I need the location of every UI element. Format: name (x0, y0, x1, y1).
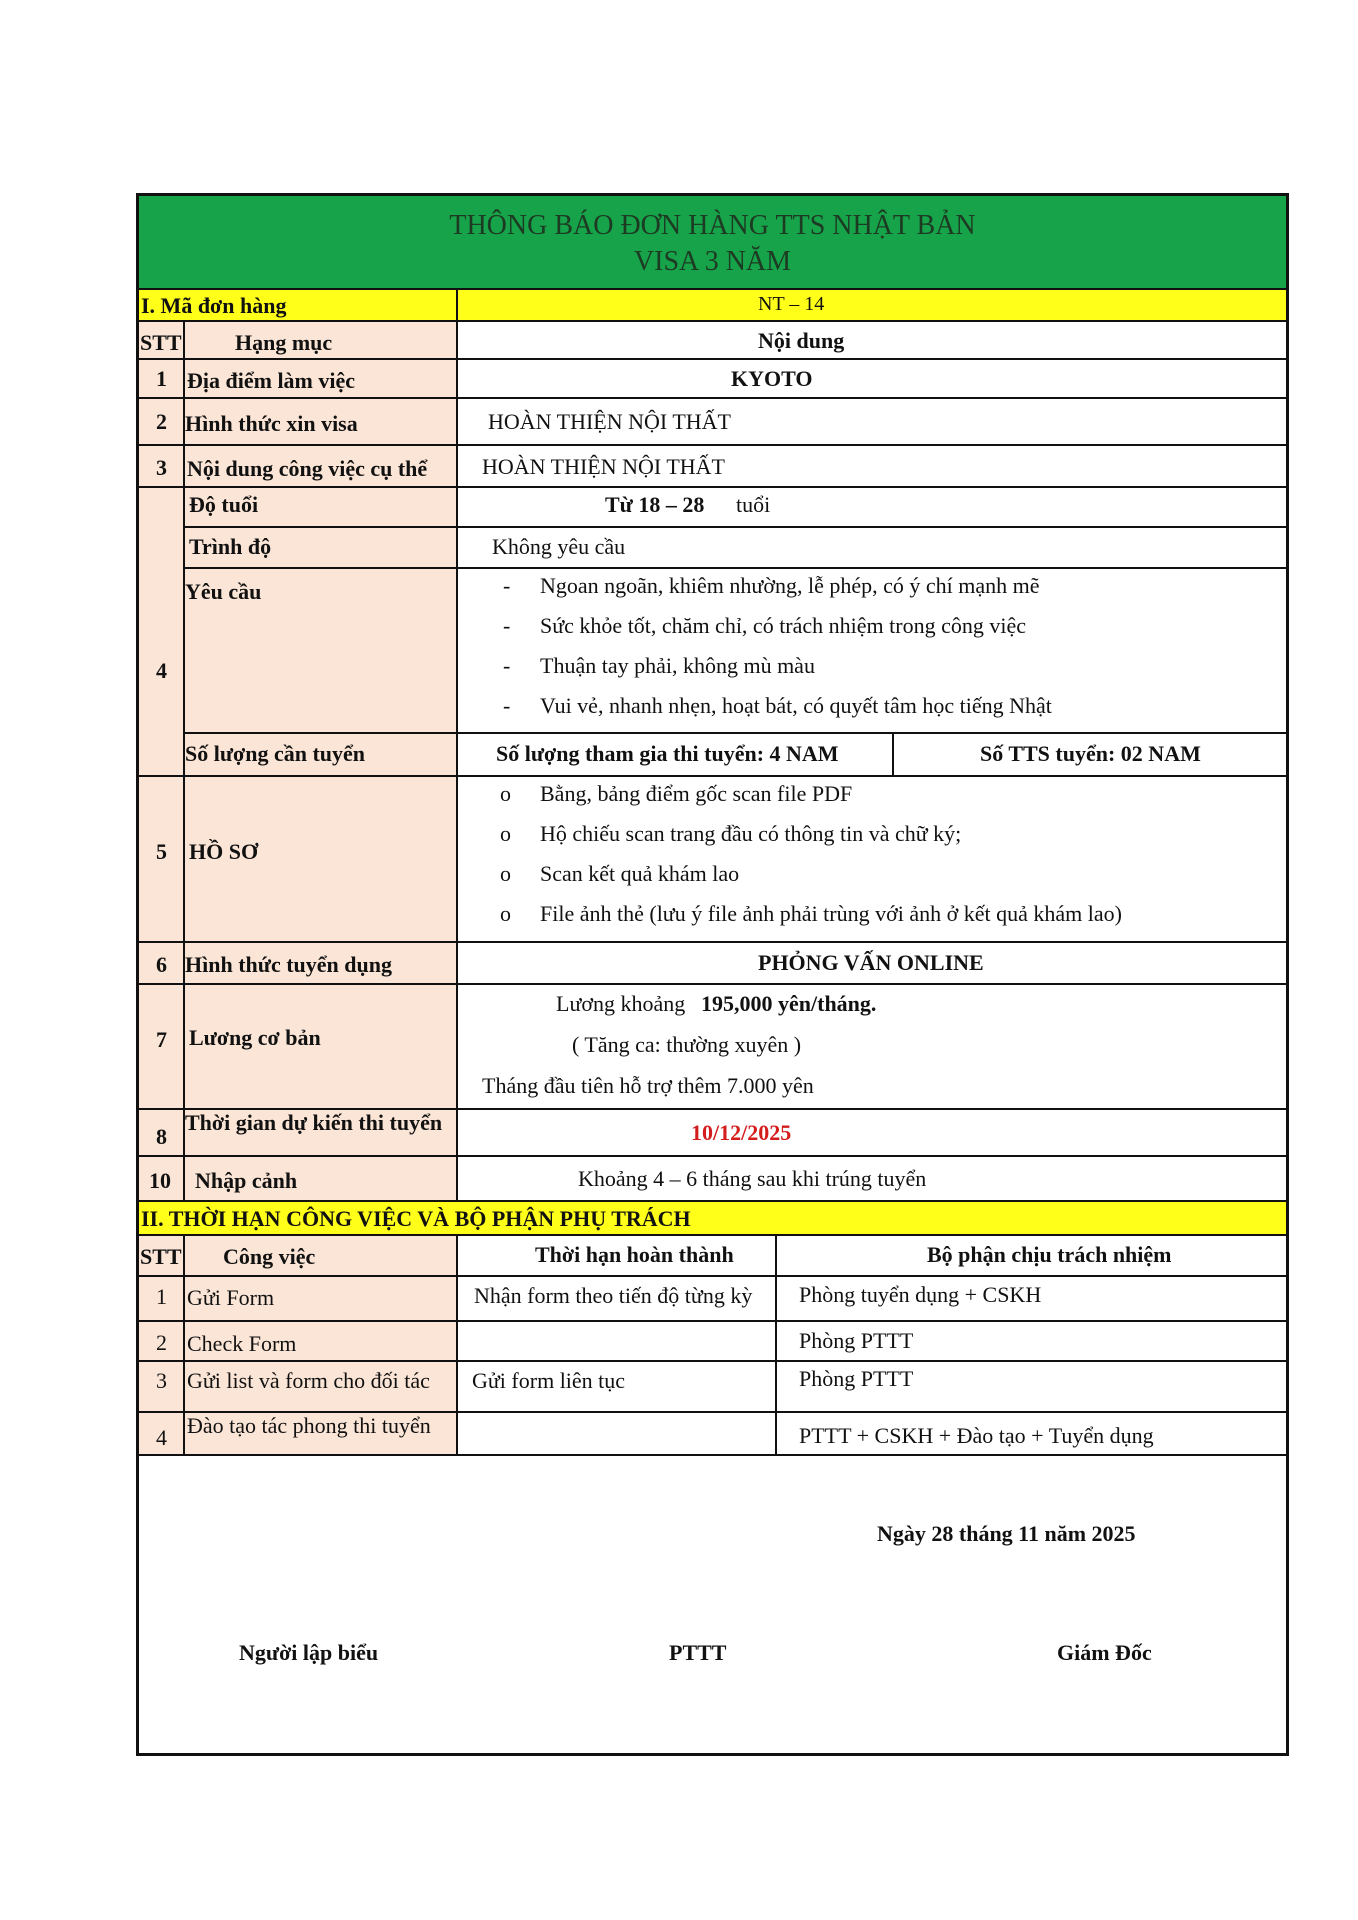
list-bullet: o (500, 781, 511, 806)
row7-item: Lương cơ bản (185, 985, 458, 1110)
list-bullet: - (503, 693, 511, 718)
list-item: Bằng, bảng điểm gốc scan file PDF (540, 781, 853, 806)
deadline-cell (458, 1413, 777, 1456)
signature-preparer: Người lập biểu (239, 1640, 379, 1665)
row5-item: HỒ SƠ (185, 777, 458, 943)
signature-director: Giám Đốc (1057, 1640, 1152, 1665)
age-unit: tuổi (736, 492, 771, 517)
list-bullet: o (500, 901, 511, 926)
list-bullet: o (500, 861, 511, 886)
documents-list (458, 777, 1286, 943)
row1-value: KYOTO (458, 360, 1286, 399)
age-value-cell (458, 488, 1286, 528)
task-cell: Đào tạo tác phong thi tuyển (185, 1413, 458, 1456)
row4-stt: 4 (139, 488, 185, 777)
row2-item: Hình thức xin visa (185, 399, 458, 446)
row6-item: Hình thức tuyển dụng (185, 943, 458, 985)
row10-stt: 10 (139, 1157, 185, 1202)
issue-date: Ngày 28 tháng 11 năm 2025 (877, 1521, 1136, 1546)
form-subtitle: VISA 3 NĂM (633, 246, 792, 277)
dept-cell: Phòng PTTT (777, 1322, 1286, 1362)
deadline-cell: Nhận form theo tiến độ từng kỳ (458, 1277, 777, 1322)
overtime-note: ( Tăng ca: thường xuyên ) (572, 1032, 802, 1057)
list-bullet: - (503, 573, 511, 598)
signature-pttt: PTTT (669, 1640, 727, 1665)
age-label-cell: Độ tuổi (185, 488, 458, 528)
row2-value: HOÀN THIỆN NỘI THẤT (458, 399, 1286, 446)
list-item: File ảnh thẻ (lưu ý file ảnh phải trùng với ảnh ở kết quả khám lao) (540, 901, 1122, 926)
age-range: Từ 18 – 28 (605, 492, 705, 517)
list-bullet: o (500, 821, 511, 846)
salary-value: 195,000 yên/tháng. (701, 991, 877, 1016)
row5-stt: 5 (139, 777, 185, 943)
quantity-exam-cell: Số lượng tham gia thi tuyển: 4 NAM (458, 734, 894, 777)
dept-cell: Phòng PTTT (777, 1362, 1286, 1413)
list-item: Thuận tay phải, không mù màu (540, 653, 815, 678)
order-notice-form (136, 193, 1289, 1756)
task-cell: Check Form (185, 1322, 458, 1362)
first-month-support: Tháng đầu tiên hỗ trợ thêm 7.000 yên (482, 1073, 814, 1098)
requirements-label-cell: Yêu cầu (185, 569, 458, 734)
section2-title-cell (139, 1202, 1286, 1236)
list-item: Vui vẻ, nhanh nhẹn, hoạt bát, có quyết tâm học tiếng Nhật (540, 693, 1052, 718)
level-value-cell: Không yêu cầu (458, 528, 1286, 569)
row8-stt: 8 (139, 1110, 185, 1157)
list-item: Sức khỏe tốt, chăm chỉ, có trách nhiệm trong công việc (540, 613, 1026, 638)
s2-col-stt: STT (139, 1236, 185, 1277)
requirements-list (458, 569, 1286, 734)
row3-item: Nội dung công việc cụ thể (185, 446, 458, 488)
section2-title: II. THỜI HẠN CÔNG VIỆC VÀ BỘ PHẬN PHỤ TRÁCH (141, 1206, 691, 1231)
list-item: Ngoan ngoãn, khiêm nhường, lễ phép, có ý chí mạnh mẽ (540, 573, 1040, 598)
table-row: 3 (139, 1362, 185, 1413)
row6-value: PHỎNG VẤN ONLINE (458, 943, 1286, 985)
row10-value: Khoảng 4 – 6 tháng sau khi trúng tuyển (458, 1157, 1286, 1202)
task-cell: Gửi Form (185, 1277, 458, 1322)
order-code-value-cell (458, 290, 1286, 322)
salary-prefix: Lương khoảng (556, 991, 686, 1016)
form-header (139, 196, 1286, 290)
exam-date: 10/12/2025 (691, 1120, 792, 1145)
row3-stt: 3 (139, 446, 185, 488)
row3-value: HOÀN THIỆN NỘI THẤT (458, 446, 1286, 488)
list-bullet: - (503, 613, 511, 638)
s2-col-dept: Bộ phận chịu trách nhiệm (777, 1236, 1286, 1277)
col-stt-header: STT (139, 322, 185, 360)
order-code-label-cell (139, 290, 458, 322)
table-row: 2 (139, 1322, 185, 1362)
quantity-label-cell: Số lượng cần tuyển (185, 734, 458, 777)
col-item-header: Hạng mục (185, 322, 458, 360)
salary-cell (458, 985, 1286, 1110)
s2-col-deadline: Thời hạn hoàn thành (458, 1236, 777, 1277)
row1-stt: 1 (139, 360, 185, 399)
dept-cell: Phòng tuyển dụng + CSKH (777, 1277, 1286, 1322)
row1-item: Địa điểm làm việc (185, 360, 458, 399)
quantity-hire-cell: Số TTS tuyển: 02 NAM (894, 734, 1286, 777)
row8-item: Thời gian dự kiến thi tuyển (185, 1110, 458, 1157)
row6-stt: 6 (139, 943, 185, 985)
list-item: Scan kết quả khám lao (540, 861, 740, 886)
s2-col-task: Công việc (185, 1236, 458, 1277)
order-code-label: I. Mã đơn hàng (141, 293, 287, 318)
list-item: Hộ chiếu scan trang đầu có thông tin và chữ ký; (540, 821, 962, 846)
row2-stt: 2 (139, 399, 185, 446)
dept-cell: PTTT + CSKH + Đào tạo + Tuyển dụng (777, 1413, 1286, 1456)
list-bullet: - (503, 653, 511, 678)
form-title: THÔNG BÁO ĐƠN HÀNG TTS NHẬT BẢN (449, 210, 976, 241)
level-label-cell: Trình độ (185, 528, 458, 569)
table-row: 1 (139, 1277, 185, 1322)
table-row: 4 (139, 1413, 185, 1456)
order-code-value: NT – 14 (758, 293, 825, 315)
task-cell: Gửi list và form cho đối tác (185, 1362, 458, 1413)
row8-value (458, 1110, 1286, 1157)
col-content-header: Nội dung (458, 322, 1286, 360)
deadline-cell: Gửi form liên tục (458, 1362, 777, 1413)
deadline-cell (458, 1322, 777, 1362)
row10-item: Nhập cảnh (185, 1157, 458, 1202)
row7-stt: 7 (139, 985, 185, 1110)
